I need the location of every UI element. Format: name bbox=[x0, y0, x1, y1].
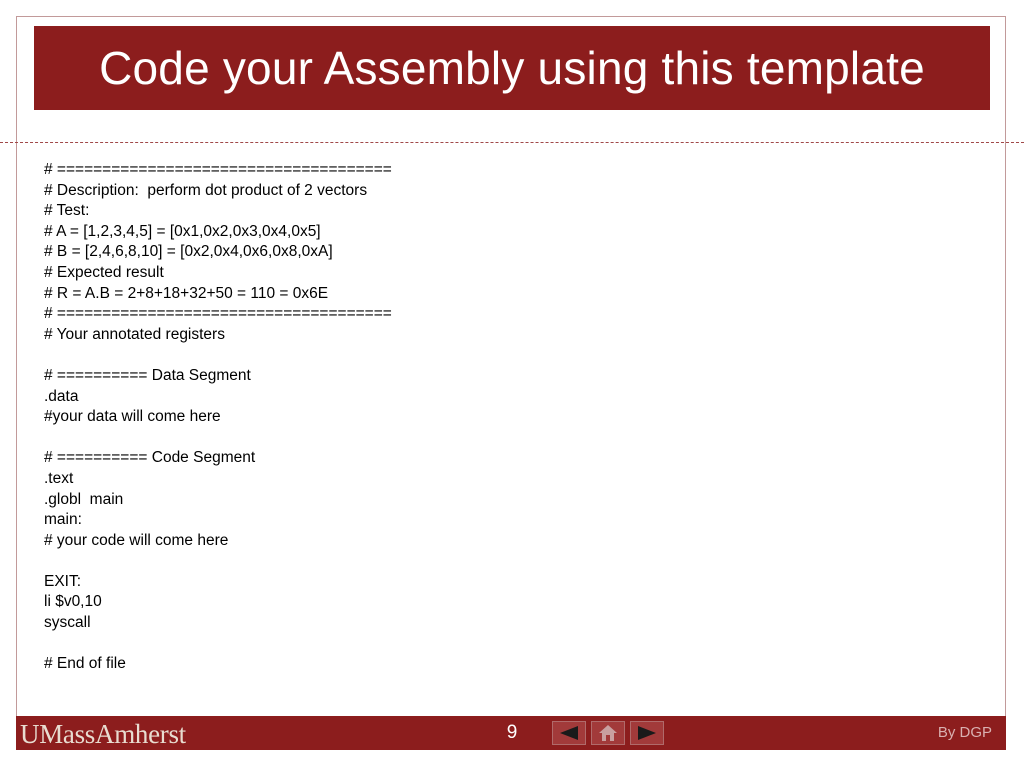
code-line: # your code will come here bbox=[44, 531, 229, 549]
code-line bbox=[44, 634, 944, 655]
triangle-left-icon bbox=[558, 725, 580, 741]
slide-navigation bbox=[552, 719, 664, 747]
code-line: main: bbox=[44, 511, 82, 529]
code-line: #your data will come here bbox=[44, 408, 221, 426]
title-bar bbox=[34, 26, 990, 110]
next-slide-button[interactable] bbox=[630, 721, 664, 745]
code-line: # Description: perform dot product of 2 vectors bbox=[44, 181, 368, 199]
footer-bar bbox=[16, 716, 1006, 750]
code-line: li $v0,10 bbox=[44, 593, 102, 611]
page-number: 9 bbox=[506, 722, 518, 743]
code-line: # ========== Data Segment bbox=[44, 366, 251, 384]
previous-slide-button[interactable] bbox=[552, 721, 586, 745]
title-divider bbox=[0, 142, 1024, 143]
code-line: # Expected result bbox=[44, 263, 164, 281]
code-template-block bbox=[44, 160, 944, 675]
code-line bbox=[44, 551, 944, 572]
code-line: EXIT: bbox=[44, 572, 82, 590]
code-line bbox=[44, 428, 944, 449]
code-line: .text bbox=[44, 469, 74, 487]
code-line bbox=[44, 345, 944, 366]
code-line: # End of file bbox=[44, 655, 126, 673]
code-line: # Your annotated registers bbox=[44, 325, 225, 343]
slide-title: Code your Assembly using this template bbox=[99, 42, 925, 94]
code-line: # ===================================== bbox=[44, 305, 392, 323]
code-line: # A = [1,2,3,4,5] = [0x1,0x2,0x3,0x4,0x5] bbox=[44, 222, 321, 240]
home-slide-button[interactable] bbox=[591, 721, 625, 745]
code-line: .globl main bbox=[44, 490, 124, 508]
umass-amherst-logo: UMassAmherst bbox=[20, 719, 186, 749]
code-line: # ========== Code Segment bbox=[44, 449, 256, 467]
code-line: syscall bbox=[44, 614, 91, 632]
code-line: # ===================================== bbox=[44, 161, 392, 178]
triangle-right-icon bbox=[636, 725, 658, 741]
code-line: .data bbox=[44, 387, 79, 405]
code-line: # R = A.B = 2+8+18+32+50 = 110 = 0x6E bbox=[44, 284, 329, 302]
code-line: # Test: bbox=[44, 202, 90, 220]
home-icon bbox=[598, 724, 618, 742]
code-line: # B = [2,4,6,8,10] = [0x2,0x4,0x6,0x8,0xA] bbox=[44, 243, 333, 261]
author-byline: By DGP bbox=[937, 724, 992, 741]
